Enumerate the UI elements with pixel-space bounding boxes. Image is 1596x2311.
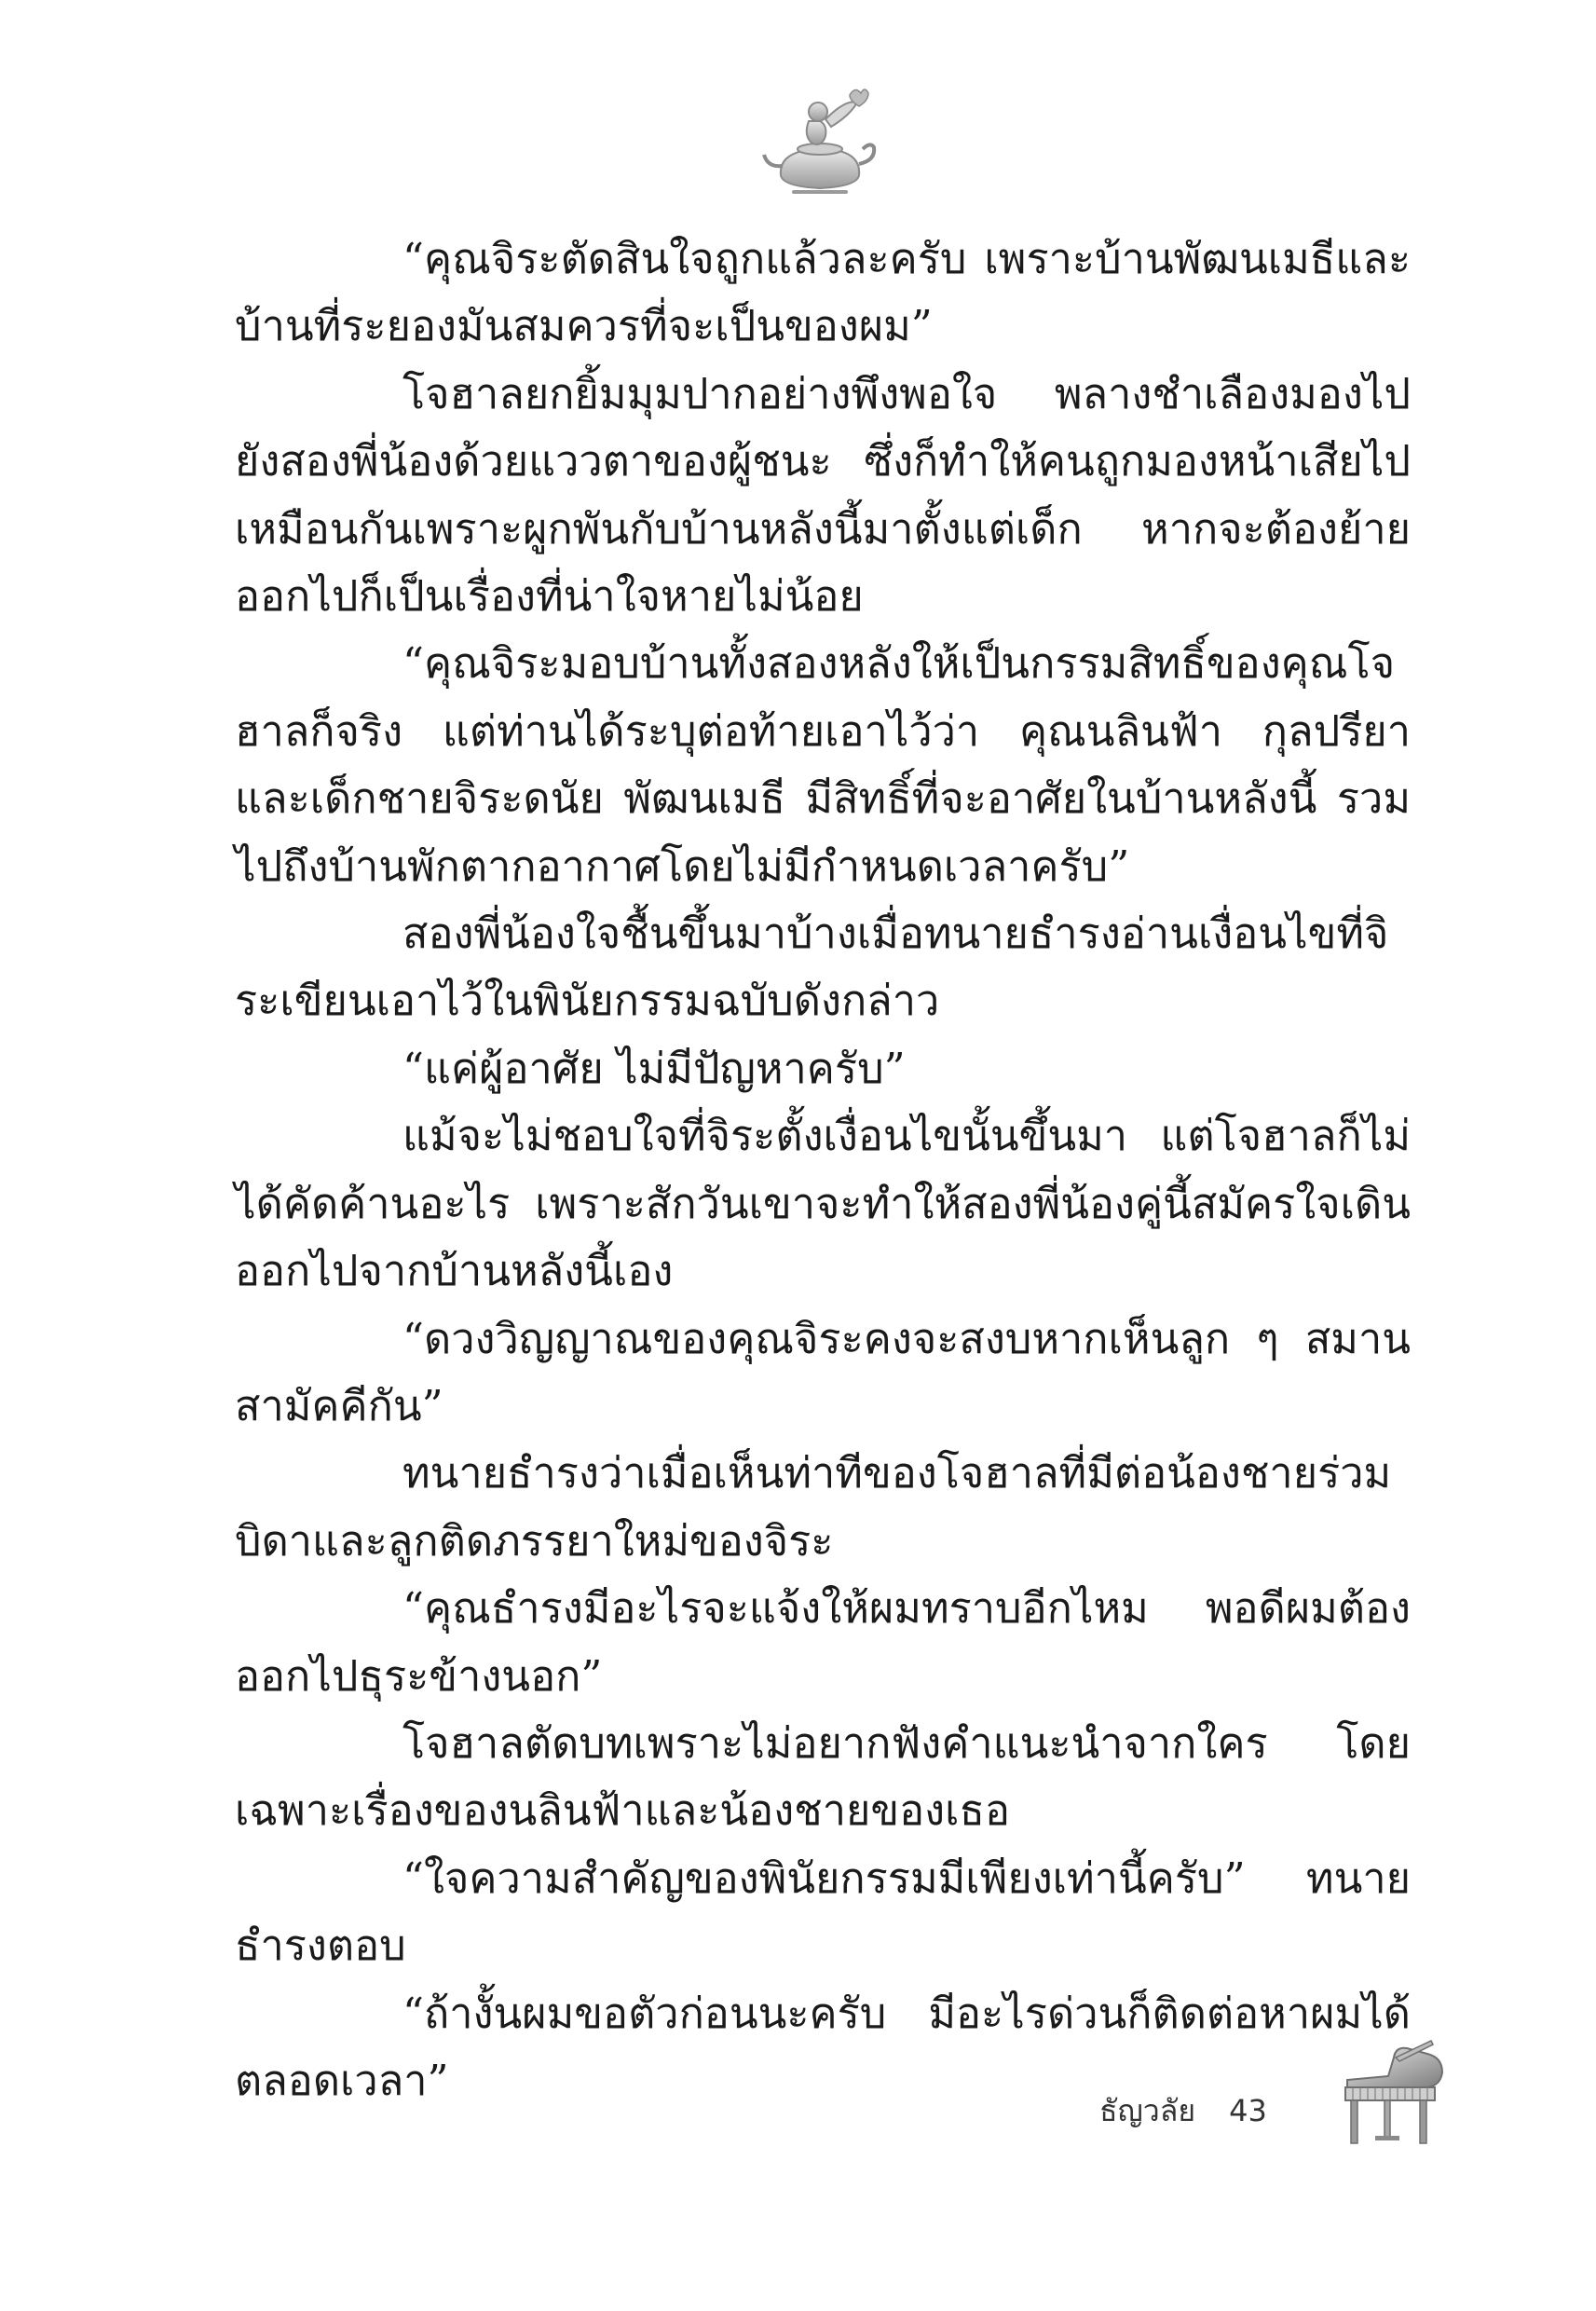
paragraph: “ดวงวิญญาณของคุณจิระคงจะสงบหากเห็นลูก ๆ สมานสามัคคีกัน” xyxy=(235,1313,1411,1430)
paragraph: โจฮาลตัดบทเพราะไม่อยากฟังคำแนะนำจากใคร โดยเฉพาะเรื่องของนลินฟ้าและน้องชายของเธอ xyxy=(235,1717,1411,1836)
paragraph: “คุณจิระตัดสินใจถูกแล้วละครับ เพราะบ้านพัฒนเมธีและบ้านที่ระยองมันสมควรที่จะเป็นของผม” xyxy=(235,234,1411,351)
cherub-teapot-icon xyxy=(760,82,881,203)
body-text xyxy=(235,226,1411,2114)
paragraph: “คุณจิระมอบบ้านทั้งสองหลังให้เป็นกรรมสิทธิ์ของคุณโจฮาลก็จริง แต่ท่านได้ระบุต่อท้ายเอาไว้ว่า คุณนลินฟ้า กุลปรียา และเด็กชายจิระดนัย พัฒนเมธี มีสิทธิ์ที่จะอาศัยในบ้านหลังนี้ รวมไปถึงบ้านพักตากอากาศโดยไม่มีกำหนดเวลาครับ” xyxy=(235,638,1411,891)
paragraph: ทนายธำรงว่าเมื่อเห็นท่าทีของโจฮาลที่มีต่อน้องชายร่วมบิดาและลูกติดภรรยาใหม่ของจิระ xyxy=(235,1448,1392,1566)
paragraph: โจฮาลยกยิ้มมุมปากอย่างพึงพอใจ พลางชำเลืองมองไปยังสองพี่น้องด้วยแววตาของผู้ชนะ ซึ่งก็ทำให้คนถูกมองหน้าเสียไปเหมือนกันเพราะผูกพันกับบ้านหลังนี้มาตั้งแต่เด็ก หากจะต้องย้ายออกไปก็เป็นเรื่องที่น่าใจหายไม่น้อย xyxy=(235,368,1411,622)
paragraph: สองพี่น้องใจชื้นขึ้นมาบ้างเมื่อทนายธำรงอ่านเงื่อนไขที่จิระเขียนเอาไว้ในพินัยกรรมฉบับดังกล่าว xyxy=(235,909,1389,1026)
page-footer xyxy=(1099,2087,1267,2135)
paragraph: “ใจความสำคัญของพินัยกรรมมีเพียงเท่านี้ครับ” ทนายธำรงตอบ xyxy=(235,1853,1411,1971)
grand-piano-icon xyxy=(1342,2039,1446,2151)
running-title: ธัญวลัย xyxy=(1099,2093,1196,2128)
paragraph: แม้จะไม่ชอบใจที่จิระตั้งเงื่อนไขนั้นขึ้นมา แต่โจฮาลก็ไม่ได้คัดค้านอะไร เพราะสักวันเขาจะทำให้สองพี่น้องคู่นี้สมัครใจเดินออกไปจากบ้านหลังนี้เอง xyxy=(235,1111,1411,1296)
paragraph: “แค่ผู้อาศัย ไม่มีปัญหาครับ” xyxy=(402,1043,906,1093)
paragraph: “คุณธำรงมีอะไรจะแจ้งให้ผมทราบอีกไหม พอดีผมต้องออกไปธุระข้างนอก” xyxy=(235,1583,1411,1701)
paragraph: “ถ้างั้นผมขอตัวก่อนนะครับ มีอะไรด่วนก็ติดต่อหาผมได้ตลอดเวลา” xyxy=(235,1988,1411,2105)
page-number: 43 xyxy=(1229,2093,1267,2128)
